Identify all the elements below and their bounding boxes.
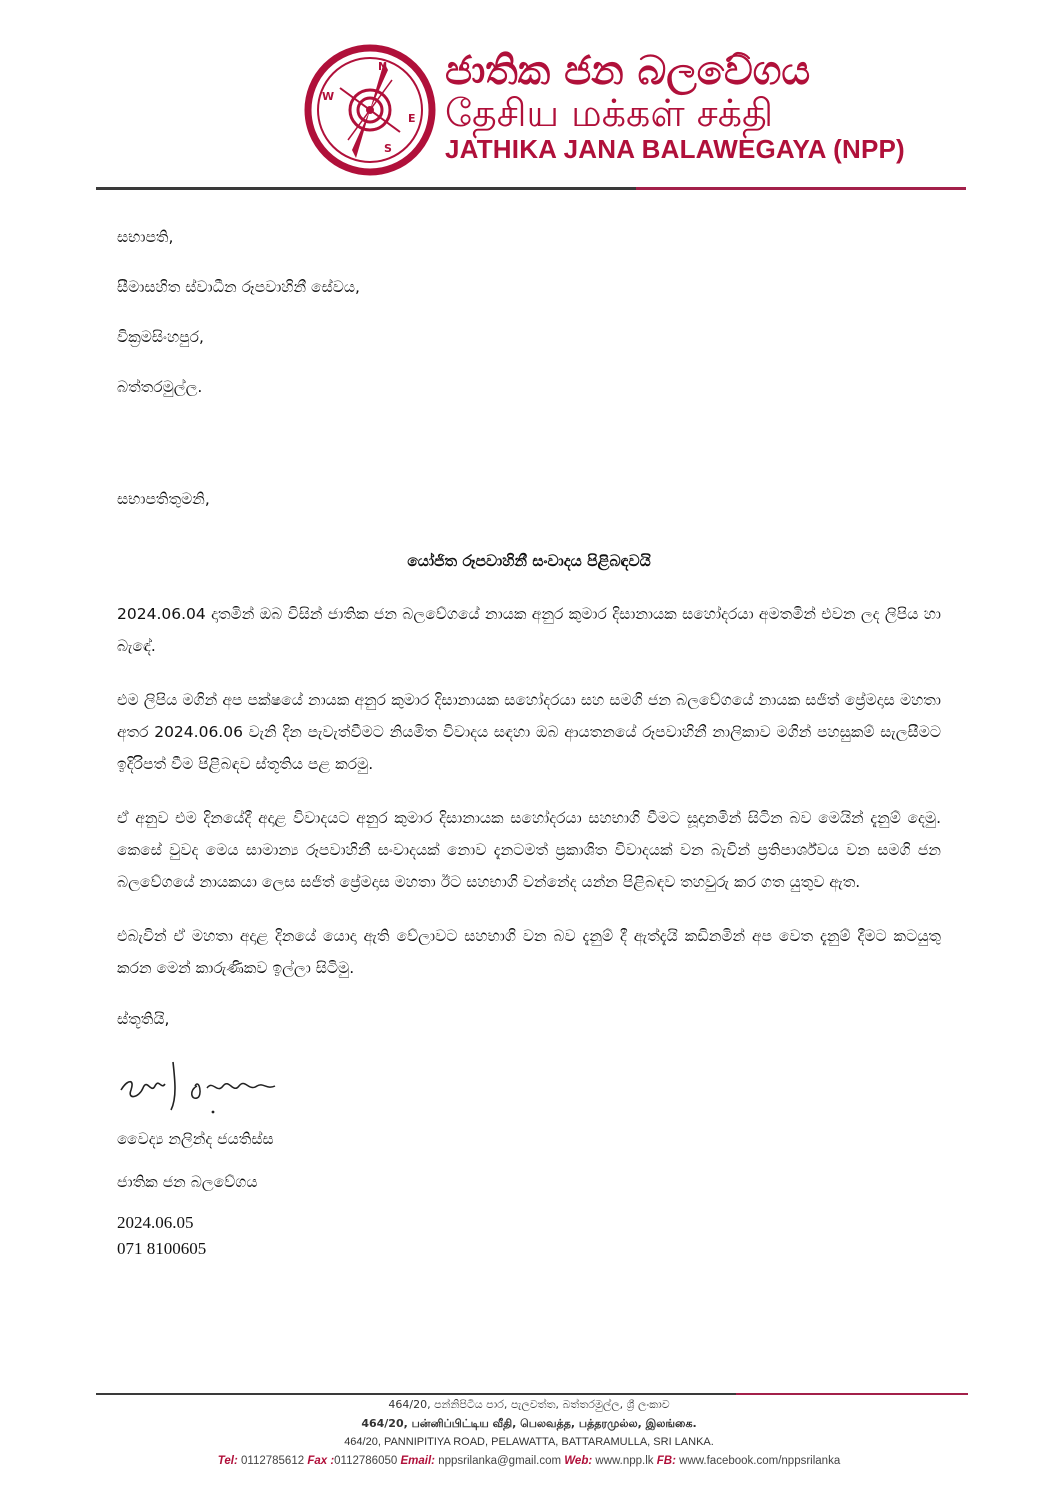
letterhead	[0, 0, 1058, 195]
handwritten-signature	[117, 1050, 287, 1120]
closing: ස්තූතියි,	[117, 1010, 170, 1028]
body-paragraph: එම ලිපිය මගින් අප පක්ෂයේ නායක අනුර කුමාර දිසානායක සහෝදරයා සහ සමගි ජන බලවේගයේ නායක සජිත් ප්‍රේමදාස මහතා අතර 2024.06.06 වැනි දින පැවැත්වීමට නියමිත විවාදය සඳහා ඔබ ආයතනයේ රූපවාහිනී නාලිකාව මගින් පහසුකම් සැලසීමට ඉදිරිපත් වීම පිළිබඳව ස්තූතිය පළ කරමු.	[117, 691, 941, 773]
signer-name: වෛද්‍ය නලින්ද ජයතිස්ස	[117, 1130, 274, 1148]
fb-label: FB:	[656, 1455, 676, 1467]
logo-tamil-name: தேசிய மக்கள் சக்தி	[445, 91, 774, 135]
footer-address-tamil: 464/20, பன்னிப்பிட்டிய வீதி, பெலவத்த, பத்தரமுல்ல, இலங்கை.	[361, 1417, 697, 1430]
letter-body	[117, 222, 941, 1262]
footer-address-sinhala: 464/20, පන්නිපිටිය පාර, පැලවත්ත, බත්තරමුල්ල, ශ්‍රී ලංකාව	[388, 1398, 670, 1411]
compass-n-label: N	[378, 60, 388, 73]
letter-date: 2024.06.05	[117, 1213, 194, 1232]
email-label: Email:	[400, 1455, 435, 1467]
tel-label: Tel:	[217, 1455, 238, 1467]
npp-compass-logo-icon	[300, 40, 440, 180]
body-paragraph: 2024.06.04 දාතමින් ඔබ විසින් ජාතික ජන බලවේගයේ නායක අනුර කුමාර දිසානායක සහෝදරයා අමතමින් එවන ලද ලිපිය හා බැඳේ.	[117, 605, 941, 655]
address-line: සීමාසහිත ස්වාධීන රූපවාහිනී සේවය,	[117, 278, 360, 296]
fax-number: 0112786050	[334, 1455, 398, 1467]
compass-w-label: W	[322, 90, 335, 103]
web-label: Web:	[564, 1455, 593, 1467]
compass-e-label: E	[408, 112, 416, 125]
recipient-address	[117, 222, 941, 422]
salutation: සභාපතිතුමනි,	[117, 490, 210, 508]
web-address: www.npp.lk	[595, 1455, 654, 1467]
letter-footer	[0, 1395, 1058, 1471]
address-line: වික්‍රමසිංහපුර,	[117, 328, 204, 346]
letter-subject: යෝජිත රූපවාහිනී සංවාදය පිළිබඳවයි	[407, 552, 651, 570]
fax-label: Fax :	[307, 1455, 335, 1467]
body-paragraph: ඒ අනුව එම දිනයේදී අදාළ විවාදයට අනුර කුමාර දිසානායක සහෝදරයා සහභාගි වීමට සූදානමින් සිටින බව මෙයින් දැනුම් දෙමු. කෙසේ වුවද මෙය සාමාන්‍ය රූපවාහිනී සංවාදයක් නොව දැනටමත් ප්‍රකාශිත විවාදයක් වන බැවින් ප්‍රතිපාර්ශ්වය වන සමගි ජන බලවේගයේ නායකයා ලෙස සජිත් ප්‍රේමදාස මහතා ඊට සහභාගි වන්නේද යන්න පිළිබඳව තහවුරු කර ගත යුතුව ඇත.	[117, 809, 941, 891]
address-line: බත්තරමුල්ල.	[117, 378, 203, 396]
header-divider-red	[636, 187, 966, 190]
tel-number: 0112785612	[241, 1455, 305, 1467]
compass-s-label: S	[384, 142, 392, 155]
footer-address-english: 464/20, PANNIPITIYA ROAD, PELAWATTA, BATTARAMULLA, SRI LANKA.	[344, 1436, 714, 1448]
footer-contact-line	[0, 1452, 1058, 1471]
signer-organization: ජාතික ජන බලවේගය	[117, 1173, 258, 1191]
facebook-address: www.facebook.com/nppsrilanka	[679, 1455, 841, 1467]
address-line: සභාපති,	[117, 228, 174, 246]
contact-phone: 071 8100605	[117, 1239, 207, 1258]
logo-english-name: JATHIKA JANA BALAWEGAYA (NPP)	[445, 134, 905, 164]
body-paragraph: එබැවින් ඒ මහතා අදාළ දිනයේ යොදා ඇති වේලාවට සහභාගි වන බව දැනුම් දී ඇත්දැයි කඩිනමින් අප වෙත දැනුම් දීමට කටයුතු කරන මෙන් කාරුණිකව ඉල්ලා සිටිමු.	[117, 927, 941, 977]
header-divider-dark	[96, 187, 636, 190]
logo-wordmark	[445, 50, 905, 164]
email-address: nppsrilanka@gmail.com	[438, 1455, 562, 1467]
logo-sinhala-name: ජාතික ජන බලවේගය	[445, 48, 811, 94]
